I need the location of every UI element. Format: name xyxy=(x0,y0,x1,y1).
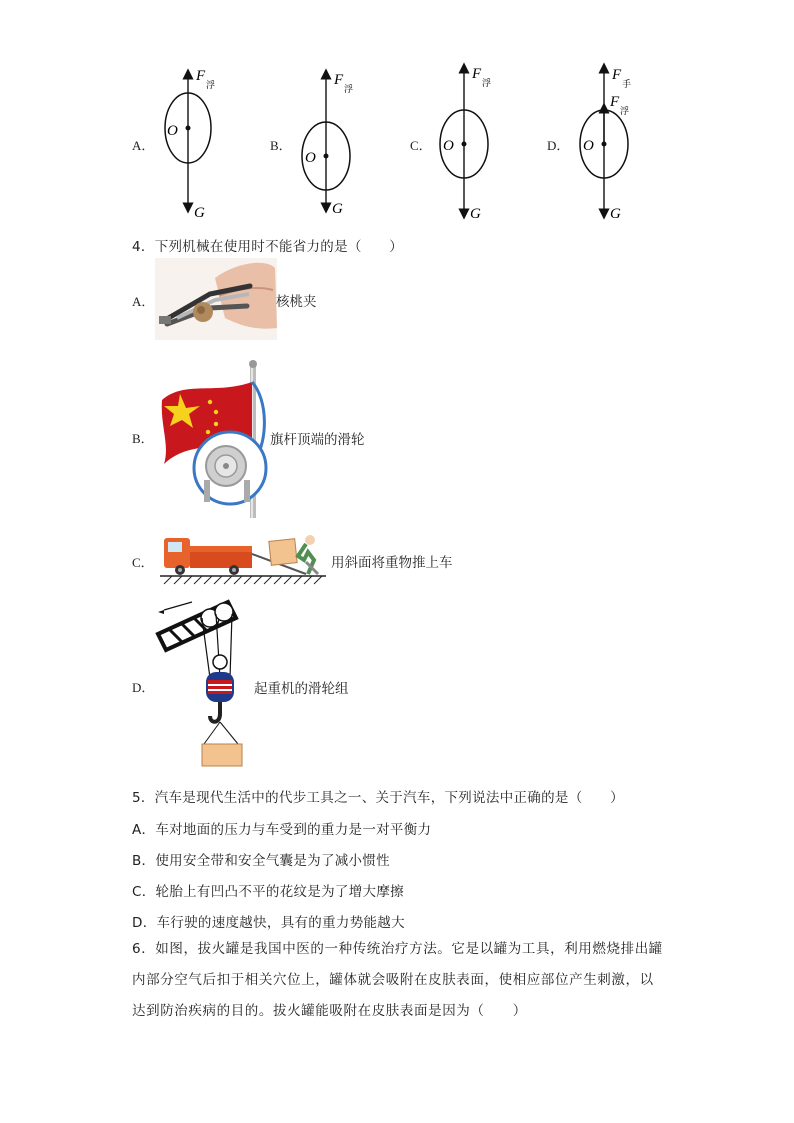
svg-text:F: F xyxy=(334,72,344,88)
q5-option-c: C．轮胎上有凹凸不平的花纹是为了增大摩擦 xyxy=(132,884,404,900)
q6-stem xyxy=(132,934,672,1027)
svg-text:O: O xyxy=(583,138,594,154)
q6-line-1: 6．如图，拔火罐是我国中医的一种传统治疗方法。它是以罐为工具，利用燃烧排出罐 xyxy=(132,941,663,957)
q4-option-b-letter: B． xyxy=(132,431,154,446)
q4-option-c-label: 用斜面将重物推上车 xyxy=(331,555,453,571)
q4-option-a-label: 核桃夹 xyxy=(276,294,317,310)
q5-option-d: D．车行驶的速度越快，具有的重力势能越大 xyxy=(132,915,405,931)
force-diagram-d xyxy=(566,60,666,225)
force-f-label: F xyxy=(196,68,206,84)
svg-text:浮: 浮 xyxy=(344,84,354,94)
svg-text:G: G xyxy=(332,201,343,217)
svg-text:浮: 浮 xyxy=(482,78,492,88)
svg-text:F: F xyxy=(610,94,620,110)
q4-option-d-label: 起重机的滑轮组 xyxy=(254,681,349,697)
q5-option-a: A．车对地面的压力与车受到的重力是一对平衡力 xyxy=(132,822,432,838)
force-diagram-a xyxy=(150,60,250,225)
svg-text:G: G xyxy=(470,206,481,222)
svg-text:O: O xyxy=(305,150,316,166)
force-diagram-c xyxy=(426,60,526,225)
force-diagram-b xyxy=(288,60,388,225)
svg-text:F: F xyxy=(472,66,482,82)
flagpole-pulley-image xyxy=(160,360,268,518)
q4-option-a-letter: A． xyxy=(132,294,155,309)
q6-line-3: 达到防治疾病的目的。拔火罐能吸附在皮肤表面是因为（ ） xyxy=(132,1003,527,1019)
svg-text:F: F xyxy=(612,67,622,83)
truck-ramp-image xyxy=(158,530,330,586)
svg-text:G: G xyxy=(194,205,205,221)
q4-option-c-letter: C． xyxy=(132,555,154,570)
svg-text:浮: 浮 xyxy=(206,80,216,90)
crane-pulley-image xyxy=(154,596,250,768)
q4-stem: 4．下列机械在使用时不能省力的是（ ） xyxy=(132,239,404,255)
option-b-letter: B． xyxy=(270,138,292,153)
option-c-letter: C． xyxy=(410,138,432,153)
q6-line-2: 内部分空气后扣于相关穴位上，罐体就会吸附在皮肤表面，使相应部位产生刺激，以 xyxy=(132,972,654,988)
svg-text:手: 手 xyxy=(622,79,632,89)
svg-text:O: O xyxy=(443,138,454,154)
q4-option-d-letter: D． xyxy=(132,680,155,695)
svg-text:O: O xyxy=(167,123,178,139)
q5-option-b: B．使用安全带和安全气囊是为了减小惯性 xyxy=(132,853,390,869)
option-d-letter: D． xyxy=(547,138,570,153)
option-a-letter: A． xyxy=(132,138,155,153)
q4-option-b-label: 旗杆顶端的滑轮 xyxy=(270,432,365,448)
nutcracker-image xyxy=(155,258,277,340)
svg-text:G: G xyxy=(610,206,621,222)
svg-text:浮: 浮 xyxy=(620,106,630,116)
q5-stem: 5．汽车是现代生活中的代步工具之一、关于汽车，下列说法中正确的是（ ） xyxy=(132,790,624,806)
